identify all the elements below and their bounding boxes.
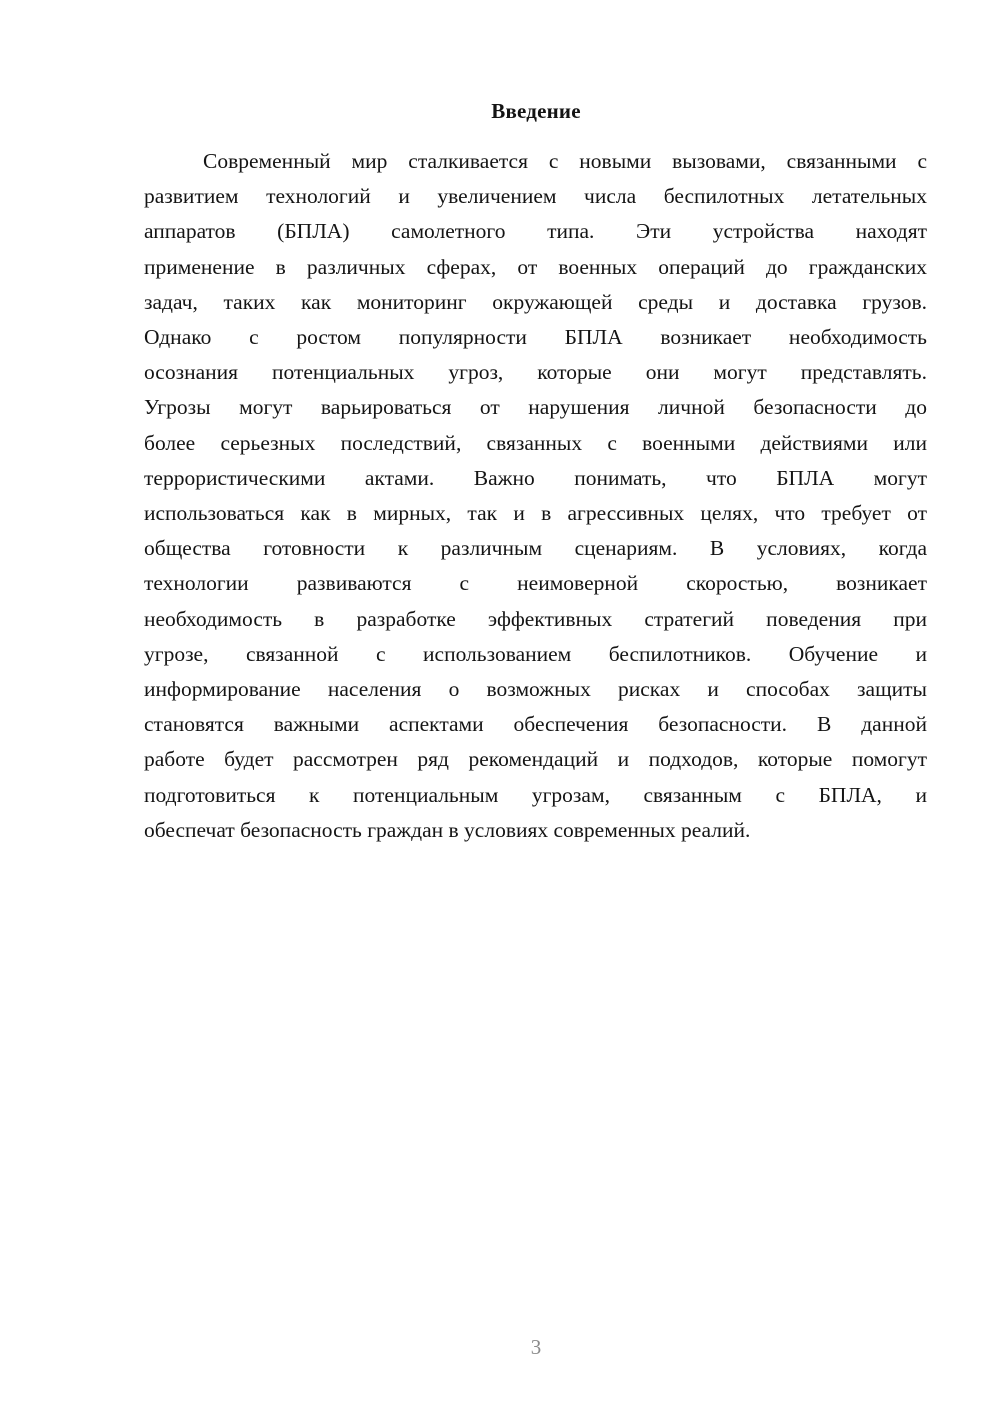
paragraph-line: более серьезных последствий, связанных с военными действиями или [144,430,927,455]
paragraph-line: применение в различных сферах, от военных операций до гражданских [144,254,927,279]
paragraph-line: становятся важными аспектами обеспечения безопасности. В данной [144,712,927,737]
paragraph-line: Угрозы могут варьироваться от нарушения личной безопасности до [144,395,927,420]
paragraph-line: задач, таких как мониторинг окружающей среды и доставка грузов. [144,289,927,314]
paragraph-line: осознания потенциальных угроз, которые они могут представлять. [144,360,927,385]
paragraph-line: обеспечат безопасность граждан в условиях современных реалий. [144,817,751,842]
paragraph-line: аппаратов (БПЛА) самолетного типа. Эти устройства находят [144,219,927,244]
paragraph-line: использоваться как в мирных, так и в агрессивных целях, что требует от [144,501,927,526]
paragraph-line: Современный мир сталкивается с новыми вызовами, связанными с [203,149,927,173]
paragraph-line: информирование населения о возможных рисках и способах защиты [144,677,927,702]
paragraph-line: общества готовности к различным сценариям. В условиях, когда [144,536,927,561]
paragraph-line: необходимость в разработке эффективных стратегий поведения при [144,606,927,631]
intro-paragraph [144,144,927,848]
section-heading: Введение [491,99,581,123]
paragraph-line: работе будет рассмотрен ряд рекомендаций и подходов, которые помогут [144,747,927,772]
paragraph-line: подготовиться к потенциальным угрозам, связанным с БПЛА, и [144,782,927,807]
paragraph-line: развитием технологий и увеличением числа беспилотных летательных [144,184,927,209]
paragraph-line: технологии развиваются с неимоверной скоростью, возникает [144,571,927,596]
paragraph-line: угрозе, связанной с использованием беспилотников. Обучение и [144,641,927,666]
paragraph-line: Однако с ростом популярности БПЛА возникает необходимость [144,325,927,350]
page-number: 3 [530,1335,542,1359]
paragraph-line: террористическими актами. Важно понимать, что БПЛА могут [144,465,927,490]
